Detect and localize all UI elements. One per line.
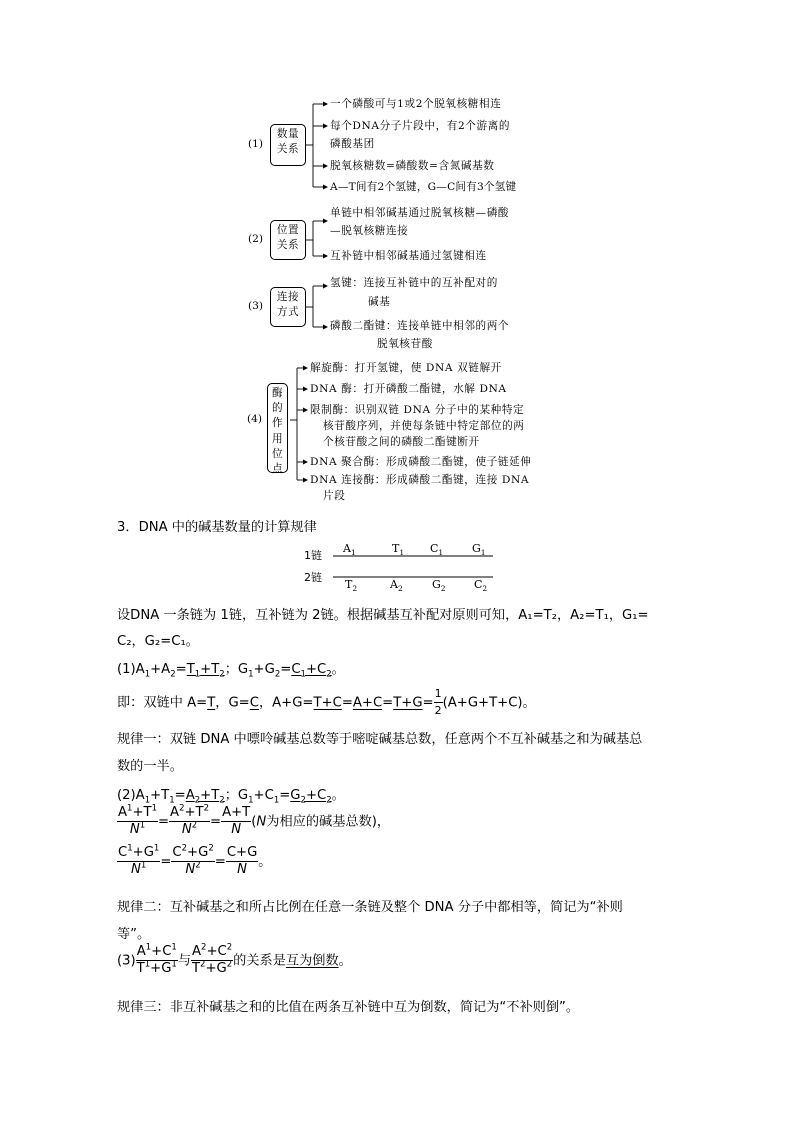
group-1-box-label: 数量关系 [276,128,300,155]
bottom-base-1: $T_2$ [345,578,358,594]
strand-2-label: 2链 [304,571,322,584]
group-2-item-2: 互补链中相邻碱基通过氢键相连 [330,250,487,262]
top-base-1: $A_1$ [343,542,356,558]
group-4-box-label: 酶的作用位点 [271,387,284,476]
group-3-number: (3) [248,300,264,312]
top-base-2: $T_1$ [392,542,405,558]
group-4-box [267,383,288,476]
para-1-line-2: C₂，G₂=C₁。 [117,634,199,649]
group-4-number: (4) [247,413,263,425]
group-1-box [270,124,306,166]
group-1-item-4: A—T间有2个氢键，G—C间有3个氢键 [330,181,517,193]
group-3-item-2-line-2: 脱氧核苷酸 [377,338,433,350]
group-1-item-2-line-1: 每个DNA分子片段中，有2个游离的 [330,120,511,132]
group-4-item-2: DNA 酶：打开磷酸二酯键，水解 DNA [310,383,507,395]
group-4-item-1: 解旋酶：打开氢键，使 DNA 双链解开 [310,362,502,374]
equation-ratio-at: $\frac{A^1+T^1}{N^1}$ = $\frac{A^2+T^2}{N^2}$ = $\frac{A+T}{N}$ (N为相应的碱基总数)， [118,803,391,837]
group-3-box [270,287,306,327]
group-2-box [270,220,306,260]
group-2-box-label: 位置关系 [276,224,300,251]
group-3-item-2-line-1: 磷酸二酯键：连接单链中相邻的两个 [330,320,510,332]
group-1-item-2-line-2: 磷酸基团 [330,138,375,150]
group-3-box-label: 连接方式 [276,291,300,318]
group-4-item-3-line-2: 核苷酸序列，并使每条链中特定部位的两 [323,420,525,432]
equation-2: $(2)A_1+T_1=A_2+T_2$；$G_1+C_1=G_2+C_2$。 [117,788,345,806]
equation-1: $(1)A_1+A_2=T_1+T_2$；$G_1+G_2=C_1+C_2$。 [117,662,345,680]
group-1-item-1: 一个磷酸可与1或2个脱氧核糖相连 [330,98,502,110]
rule-2-line-2: 等”。 [117,927,151,942]
equation-double-strand: 即：双链中 A=T，G=C，A+G=T+C=A+C=T+G= $\frac{1}{2}$ (A+G+T+C)。 [117,687,536,717]
group-3-item-1-line-2: 碱基 [368,296,391,308]
section-title: 3．DNA 中的碱基数量的计算规律 [117,520,317,535]
group-4-item-3-line-1: 限制酶：识别双链 DNA 分子中的某种特定 [310,404,525,416]
group-1-number: (1) [248,138,264,150]
group-4-item-3-line-3: 个核苷酸之间的磷酸二酯键断开 [323,436,480,448]
rule-1-line-1: 规律一：双链 DNA 中嘌呤碱基总数等于嘧啶碱基总数，任意两个不互补碱基之和为碱基总 [117,732,643,747]
group-4-item-5-line-2: 片段 [323,490,346,502]
group-2-item-1-line-1: 单链中相邻碱基通过脱氧核糖—磷酸 [330,207,510,219]
group-2-item-1-line-2: —脱氧核糖连接 [330,225,409,237]
group-3-item-1-line-1: 氢键：连接互补链中的互补配对的 [330,277,498,289]
eq3-answer: 互为倒数 [285,953,339,969]
bottom-base-3: $G_2$ [432,578,446,594]
rule-2-line-1: 规律二：互补碱基之和所占比例在任意一条链及整个 DNA 分子中都相等，简记为“补则 [117,900,623,915]
group-2-number: (2) [248,233,264,245]
group-4-item-5-line-1: DNA 连接酶：形成磷酸二酯键，连接 DNA [310,474,530,486]
para-1-line-1: 设DNA 一条链为 1链，互补链为 2链。根据碱基互补配对原则可知，A₁=T₂，A₂=T₁，G₁= [117,608,649,623]
strand-1-label: 1链 [304,549,322,562]
group-1-item-3: 脱氧核糖数=磷酸数=含氮碱基数 [330,160,495,172]
bottom-base-4: $C_2$ [474,578,488,594]
equation-3: (3) $\frac{A^1+C^1}{T^1+G^1}$ 与 $\frac{A^2+C^2}{T^2+G^2}$ 的关系是互为倒数。 [117,942,352,976]
top-base-4: $G_1$ [472,542,486,558]
top-base-3: $C_1$ [430,542,444,558]
n-note: 为相应的碱基总数)， [266,814,391,830]
bottom-base-2: $A_2$ [390,578,403,594]
group-4-item-4: DNA 聚合酶：形成磷酸二酯键，使子链延伸 [310,456,532,468]
rule-1-line-2: 数的一半。 [117,759,183,774]
rule-3-line-1: 规律三：非互补碱基之和的比值在两条互补链中互为倒数，简记为“不补则倒”。 [117,1000,580,1015]
equation-ratio-cg: $\frac{C^1+G^1}{N^1}$ = $\frac{C^2+G^2}{N^2}$ = $\frac{C+G}{N}$ 。 [118,843,272,877]
